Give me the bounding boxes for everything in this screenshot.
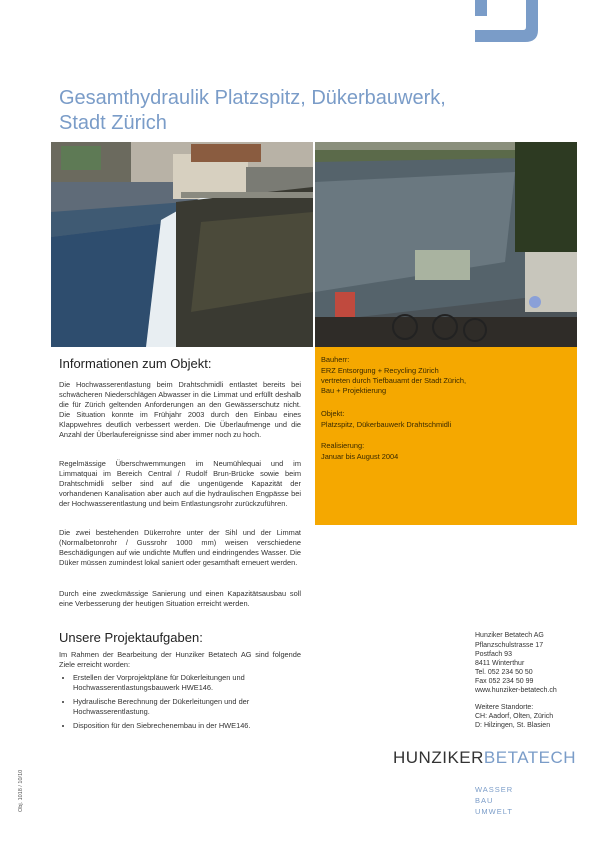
brand-part-2: BETATECH xyxy=(483,748,577,767)
section-heading-info: Informationen zum Objekt: xyxy=(59,356,212,371)
bauherr-label: Bauherr: xyxy=(321,355,350,364)
realisierung-label: Realisierung: xyxy=(321,441,365,450)
objekt-value: Platzspitz, Dükerbauwerk Drahtschmidli xyxy=(321,420,452,429)
task-item: • Hydraulische Berechnung der Dükerleitungen und der Hochwasserentlastung. xyxy=(73,697,319,717)
bauherr-line: ERZ Entsorgung + Recycling Zürich xyxy=(321,366,439,375)
objekt-label: Objekt: xyxy=(321,409,345,418)
realisierung-value: Januar bis August 2004 xyxy=(321,452,399,461)
address-line: 8411 Winterthur xyxy=(475,660,525,667)
locations-label: Weitere Standorte: xyxy=(475,704,534,711)
tagline-line: UMWELT xyxy=(475,807,513,816)
address-line: Postfach 93 xyxy=(475,651,512,658)
weir-photo xyxy=(51,142,313,347)
locations-line: CH: Aadorf, Olten, Zürich xyxy=(475,713,554,720)
brand-tagline xyxy=(475,784,513,817)
info-paragraph-4: Durch eine zweckmässige Sanierung und einen Kapazitätsausbau soll eine Verbesserung der heutigen Situation erreicht werden. xyxy=(59,589,301,608)
website-link[interactable]: www.hunziker-betatech.ch xyxy=(475,687,557,694)
tagline-line: BAU xyxy=(475,796,494,805)
document-code: Obj. 1018 / 10/10 xyxy=(18,769,24,812)
fax: Fax 052 234 50 99 xyxy=(475,678,534,685)
tasks-list xyxy=(59,673,319,735)
phone: Tel. 052 234 50 50 xyxy=(475,669,533,676)
bauherr-line: Bau + Projektierung xyxy=(321,386,387,395)
locations-line: D: Hilzingen, St. Blasien xyxy=(475,722,551,729)
title-line-2: Stadt Zürich xyxy=(59,112,167,134)
info-paragraph-1: Die Hochwasserentlastung beim Drahtschmidli entlastet bereits bei schwächeren Niederschlägen Abwasser in die Limmat und erfüllt deshalb die für Zürich geltenden Anforderungen an den Gewässerschutz nicht. Die Situation konnte im Frühjahr 2003 durch den Einbau eines Klappwehres deutlich verbessert werden. Die Überlaufmenge und die Anzahl der Überlaufereignisse sind aber immer noch zu hoch. xyxy=(59,380,301,439)
info-paragraph-2: Regelmässige Überschwemmungen im Neumühlequai und im Limmatquai im Bereich Central / Rudolf Brun-Brücke sowie beim Drahtschmidli selber sind auf die ungenügende Kapazität der vorhandenen Kanalisation aber auch auf die hydraulischen Engpässe bei der Hochwasserentlastung und beim Entlastungsrohr zurückzuführen. xyxy=(59,459,301,508)
page-title xyxy=(59,86,539,136)
address-line: Pflanzschulstrasse 17 xyxy=(475,642,544,649)
section-heading-tasks: Unsere Projektaufgaben: xyxy=(59,630,203,645)
company-name: Hunziker Betatech AG xyxy=(475,632,544,639)
task-item: • Disposition für den Siebrechenembau in der HWE146. xyxy=(73,721,319,731)
brand-wordmark xyxy=(393,748,576,768)
tagline-line: WASSER xyxy=(475,785,514,794)
title-line-1: Gesamthydraulik Platzspitz, Dükerbauwerk, xyxy=(59,87,446,109)
brand-logo-mark xyxy=(475,0,538,42)
bauherr-line: vertreten durch Tiefbauamt der Stadt Zürich, xyxy=(321,376,467,385)
info-paragraph-3: Die zwei bestehenden Dükerrohre unter der Sihl und der Limmat (Normalbetonrohr / Gussrohr 1000 mm) weisen verschiedene Beschädigungen auf wie undichte Muffen und eindringendes Wasser. Die Düker müssen zumindest lokal saniert oder gesamthaft erneuert werden. xyxy=(59,528,301,567)
tasks-intro: Im Rahmen der Bearbeitung der Hunziker Betatech AG sind folgende Ziele erreicht worden: xyxy=(59,650,301,669)
brand-part-1: HUNZIKER xyxy=(393,748,484,767)
task-item: • Erstellen der Vorprojektpläne für Dükerleitungen und Hochwasserentlastungsbauwerk HWE146. xyxy=(73,673,319,693)
river-photo xyxy=(315,142,577,347)
